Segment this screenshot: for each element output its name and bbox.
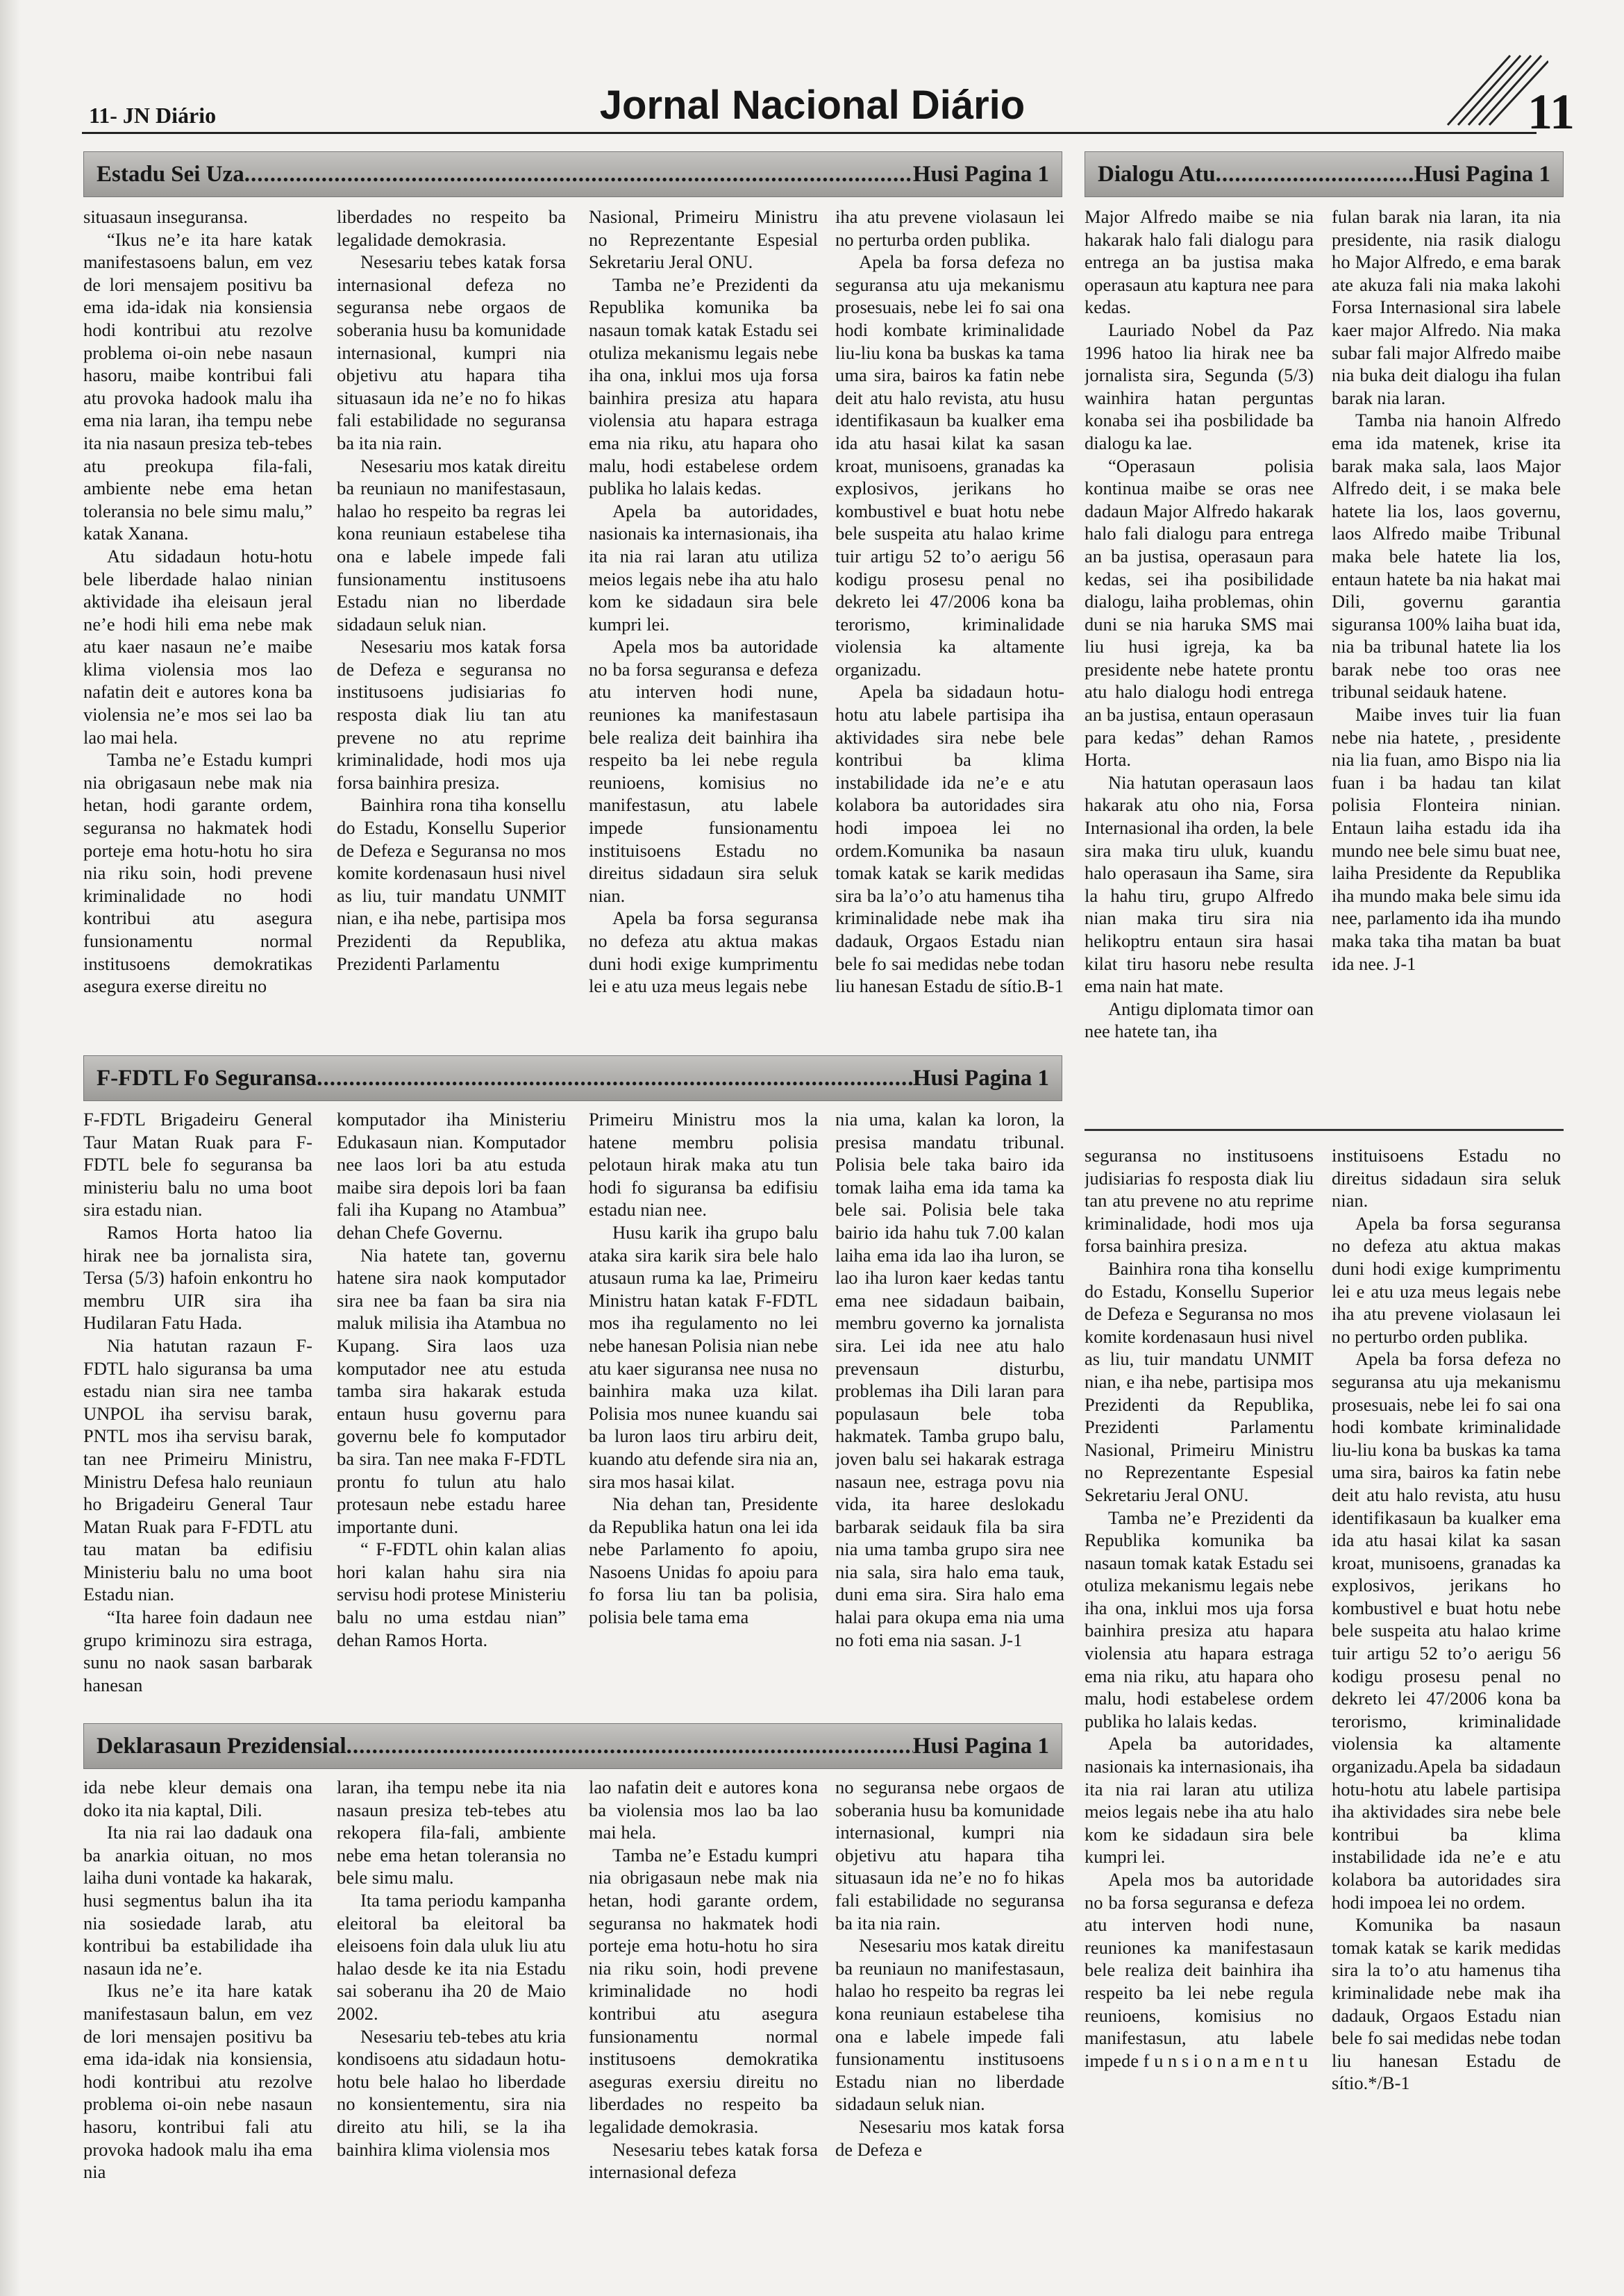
article-column	[589, 1776, 818, 2241]
page-reference: Husi Pagina 1	[912, 1733, 1049, 1759]
paragraph: situasaun inseguransa.	[83, 206, 248, 227]
page-reference: Husi Pagina 1	[912, 1065, 1049, 1091]
paragraph: Nesesariu tebes katak forsa internasional defeza no seguransa nebe orgaos de soberania husu ba komunidade internasional, kumpri nia objetivu atu hapara tiha situasaun ida ne’e no fo hikas fali estabilidade no seguransa ba ita nia rain.	[337, 251, 566, 453]
paragraph: “Operasaun polisia kontinua maibe se oras nee dadaun Major Alfredo hakarak halo fali dialogu para entrega an ba justisa, operasaun para kedas, sei iha posibilidade dialogu, laiha problemas, ohin duni se nia haruka SMS mai liu husi igreja, ka ba presidente nebe hatete prontu atu halo dialogu hodi entrega an ba justisa, entaun operasaun para kedas” dehan Ramos Horta.	[1085, 455, 1314, 771]
paragraph: Atu sidadaun hotu-hotu bele liberdade halao ninian aktividade iha eleisaun jeral ne’e hodi hili ema nebe mak atu kaer nasaun ne’e maibe klima violensia mos lao nafatin deit e autores kona ba violensia ne’e mos sei lao ba lao mai hela.	[83, 545, 312, 748]
column-rule	[1085, 1129, 1564, 1131]
paragraph: Apela mos ba autoridade no ba forsa seguransa e defeza atu interven hodi nune, reuniones ka manifestasaun bele realiza deit bainhira iha respeito ba lei nebe regula reunioens, komisius no manifestasun, atu labele impede f u n s i o n a m e n t u	[1085, 1869, 1314, 2071]
section-bar-ffdtl	[83, 1055, 1062, 1101]
paragraph: Lauriado Nobel da Paz 1996 hatoo lia hirak nee ba jornalista sira, Segunda (5/3) wainhira hatan perguntas konaba sei iha posbilidade ba dialogu ka lae.	[1085, 319, 1314, 453]
paragraph: Ita nia rai lao dadauk ona ba anarkia oituan, no mos laiha duni vontade ka hakarak, husi segmentus balun iha ita nia sosiedade larab, atu kontribui ba estabilidade iha nasaun ida ne’e.	[83, 1822, 312, 1979]
article-column	[83, 1776, 312, 2241]
paragraph: Apela ba autoridades, nasionais ka internasionais, iha ita nia rai laran atu utiliza meios legais nebe iha atu halo kom ke sidadaun sira bele kumpri lei.	[589, 500, 818, 635]
paragraph: Major Alfredo maibe se nia hakarak halo fali dialogu para entrega an ba justisa maka operasaun atu kaptura nee para kedas.	[1085, 206, 1314, 318]
article-column	[83, 1108, 312, 1712]
paragraph: Ita tama periodu kampanha eleitoral ba eleitoral ba eleisoens foin dala uluk liu atu halao desde ke ita nia Estadu sai soberanu iha 20 de Maio 2002.	[337, 1889, 566, 2024]
paragraph: no seguransa nebe orgaos de soberania husu ba komunidade internasional, kumpri nia objetivu atu hapara tiha situasaun ida ne’e no fo hikas fali estabilidade no seguransa ba ita nia rain.	[835, 1777, 1064, 1934]
section-bar-dialogu	[1085, 151, 1564, 197]
page-reference: Husi Pagina 1	[912, 161, 1049, 187]
leader-dots	[244, 162, 913, 187]
paragraph: Nasional, Primeiru Ministru no Reprezentante Espesial Sekretariu Jeral ONU.	[589, 206, 818, 273]
paragraph: “ F-FDTL ohin kalan alias hori kalan hahu sira nia servisu hodi protese Ministeriu balu no uma estdau nian” dehan Ramos Horta.	[337, 1539, 566, 1650]
article-column	[835, 1108, 1064, 1712]
paragraph: Nia hatutan razaun F-FDTL halo siguransa ba uma estadu nian sira nee tamba UNPOL iha servisu barak, PNTL mos iha servisu barak, tan nee Primeiru Ministru, Ministru Defesa halo reuniaun ho Brigadeiru General Taur Matan Ruak para F-FDTL atu tau matan ba edifisiu Ministeriu balu no uma boot Estadu nian.	[83, 1334, 312, 1605]
paragraph: Nesesariu mos katak forsa de Defeza e	[835, 2115, 1064, 2160]
article-column	[337, 1108, 566, 1712]
section-title: Deklarasaun Prezidensial	[97, 1733, 346, 1759]
paragraph: Tamba ne’e Estadu kumpri nia obrigasaun nebe mak nia hetan, hodi garante ordem, seguransa no hakmatek hodi porteje ema hotu-hotu ho sira nia riku soin, hodi prevene kriminalidade no hodi kontribui atu asegura funsionamentu normal institusoens demokratikas asegura exerse direitu no	[83, 749, 312, 997]
paragraph: liberdades no respeito ba legalidade demokrasia.	[337, 206, 566, 250]
paragraph: Apela ba sidadaun hotu-hotu atu labele partisipa iha aktividades sira nebe bele kontribui ba klima instabilidade ida ne’e e atu kolabora ba autoridades sira hodi impoea lei no ordem.Komunika ba nasaun tomak katak se karik medidas sira ba la’o’o atu hamenus tiha kriminalidade nebe mak iha dadauk, Orgaos Estadu nian bele fo sai medidas nebe todan liu hanesan Estadu de sítio.B-1	[835, 681, 1064, 997]
paragraph: iha atu prevene violasaun lei no perturba orden publika.	[835, 206, 1064, 250]
paragraph: Tamba ne’e Estadu kumpri nia obrigasaun nebe mak nia hetan, hodi garante ordem, seguransa no hakmatek hodi porteje ema hotu-hotu ho sira nia riku soin, hodi prevene kriminalidade no hodi kontribui atu asegura funsionamentu normal institusoens demokratika aseguras exersiu direitu no liberdades no respeito ba legalidade demokrasia.	[589, 1844, 818, 2137]
section-bar-deklarasaun	[83, 1723, 1062, 1769]
section-title: Estadu Sei Uza	[97, 161, 244, 187]
section-title: Dialogu Atu	[1098, 161, 1216, 187]
article-column	[589, 206, 818, 1046]
paragraph: fulan barak nia laran, ita nia presidente, nia rasik dialogu ho Major Alfredo, e ema barak ate akuza fali nia maka lakohi Forsa Internasional sira labele kaer major Alfredo. Nia maka subar fali major Alfredo maibe nia buka deit dialogu iha fulan barak nia laran.	[1332, 206, 1561, 408]
paragraph: Nia dehan tan, Presidente da Republika hatun ona lei ida nebe Parlamento fo apoiu, Nasoens Unidas fo apoiu para fo forsa liu tan ba polisia, polisia bele tama ema	[589, 1493, 818, 1628]
paragraph: Maibe inves tuir lia fuan nebe nia hatete, , presidente nia lia fuan, amo Bispo nia lia fuan i ba hadau tan kilat polisia Flonteira ninian. Entaun laiha estadu ida iha mundo nee bele simu buat nee, laiha Presidente da Republika iha mundo maka bele simu ida nee, parlamento ida iha mundo maka taka tiha matan ba buat ida nee. J-1	[1332, 704, 1561, 974]
leader-dots	[346, 1734, 913, 1759]
paragraph: “Ita haree foin dadaun nee grupo kriminozu sira estraga, sunu no naok sasan barbarak hanesan	[83, 1607, 312, 1695]
paragraph: Komunika ba nasaun tomak katak se karik medidas sira la to’o atu hamenus tiha kriminalidade nebe mak iha dadauk, Orgaos Estadu nian bele fo sai medidas nebe todan liu hanesan Estadu de sítio.*/B-1	[1332, 1914, 1561, 2094]
paragraph: Husu karik iha grupo balu ataka sira karik sira bele halo atusaun ruma ka lae, Primeiru Ministru hatan katak F-FDTL mos iha regulamento no lei nebe hanesan Polisia nian nebe atu kaer siguransa nee nusa no bainhira maka uza kilat. Polisia mos nunee kuandu sai ba luron laos tiru arbiru deit, kuando atu defende sira nia an, sira mos hasai kilat.	[589, 1221, 818, 1492]
paragraph: Nesesariu mos katak direitu ba reuniaun no manifestasaun, halao ho respeito ba regras lei kona reuniaun estabelese tiha ona e labele impede fali funsionamentu institusoens Estadu nian no liberdade sidadaun seluk nian.	[835, 1935, 1064, 2115]
paragraph: Bainhira rona tiha konsellu do Estadu, Konsellu Superior de Defeza e Seguransa no mos komite kordenasaun husi nivel as liu, tuir mandatu UNMIT nian, e iha nebe, partisipa mos Prezidenti da Republika, Prezidenti Parlamentu Nasional, Primeiru Ministru no Reprezentante Espesial Sekretariu Jeral ONU.	[1085, 1257, 1314, 1505]
paragraph: Bainhira rona tiha konsellu do Estadu, Konsellu Superior de Defeza e Seguransa no mos komite kordenasaun husi nivel as liu, tuir mandatu UNMIT nian, e iha nebe, partisipa mos Prezidenti da Republika, Prezidenti Parlamentu	[337, 794, 566, 974]
article-column	[1332, 206, 1561, 1122]
paragraph: F-FDTL Brigadeiru General Taur Matan Ruak para F-FDTL bele fo seguransa ba ministeriu balu no uma boot sira estadu nian.	[83, 1109, 312, 1221]
paragraph: Nesesariu teb-tebes atu kria kondisoens atu sidadaun hotu-hotu bele halao ho liberdade no konsientementu, sira nia direito atu hili, se la iha bainhira klima violensia mos	[337, 2025, 566, 2160]
article-column	[835, 1776, 1064, 2241]
article-column	[589, 1108, 818, 1712]
paragraph: komputador iha Ministeriu Edukasaun nian. Komputador nee laos lori ba atu estuda maibe sira depois lori ba faan fali iha Kupang no Atambua” dehan Chefe Governu.	[337, 1109, 566, 1243]
article-column	[337, 206, 566, 1046]
article-column	[835, 206, 1064, 1046]
paragraph: Apela ba forsa seguransa no defeza atu aktua makas duni hodi exige kumprimentu lei e atu uza meus legais nebe	[589, 907, 818, 997]
paragraph: Nia hatete tan, governu hatene sira naok komputador sira nee ba faan ba sira nia maluk milisia iha Atambua no Kupang. Sira laos uza komputador nee atu estuda tamba sira hakarak estuda entaun husu governu para governu bele fo komputador ba sira. Tan nee maka F-FDTL prontu fo tulun atu halo protesaun nebe estadu haree importante duni.	[337, 1244, 566, 1537]
page-binding-shadow	[0, 0, 21, 2296]
section-bar-estadu	[83, 151, 1062, 197]
leader-dots	[317, 1066, 913, 1091]
paragraph: Tamba ne’e Prezidenti da Republika komunika ba nasaun tomak katak Estadu sei otuliza mekanismu legais nebe iha ona, inklui mos uja forsa bainhira presiza atu hapara violensia atu hapara estraga ema nia riku, atu hapara oho malu, hodi estabelese ordem publika ho lalais kedas.	[1085, 1507, 1314, 1732]
paragraph: laran, iha tempu nebe ita nia nasaun presiza teb-tebes atu rekopera fila-fali, ambiente nebe ema hetan toleransia no bele simu malu.	[337, 1777, 566, 1888]
paragraph: Nesesariu tebes katak forsa internasional defeza	[589, 2138, 818, 2183]
article-column	[83, 206, 312, 1046]
paragraph: Apela ba forsa seguransa no defeza atu aktua makas duni hodi exige kumprimentu lei e atu uza meus legais nebe iha atu prevene violasaun lei no perturbo orden publika.	[1332, 1212, 1561, 1347]
paragraph: instituisoens Estadu no direitus sidadaun sira seluk nian.	[1332, 1145, 1561, 1212]
paragraph: Nia hatutan operasaun laos hakarak atu oho nia, Forsa Internasional iha orden, la bele sira maka tiru uluk, kuandu halo operasaun iha Same, sira la hahu tiru, grupo Alfredo nian maka tiru sira nia helikoptru entaun sira hasai kilat tiru hasoru nebe resulta ema nain hat mate.	[1085, 771, 1314, 997]
page-reference: Husi Pagina 1	[1414, 161, 1550, 187]
article-column	[337, 1776, 566, 2241]
header-section-label: 11- JN Diário	[89, 103, 217, 128]
paragraph: Primeiru Ministru mos la hatene membru polisia pelotaun hirak maka atu tun hodi fo siguransa ba edifisiu estadu nian nee.	[589, 1109, 818, 1221]
article-column	[1332, 1144, 1561, 2238]
paragraph: Apela mos ba autoridade no ba forsa seguransa e defeza atu interven hodi nune, reuniones ka manifestasaun bele realiza deit bainhira iha respeito ba lei nebe regula reunioens, komisius no manifestasun, atu labele impede funsionamentu instituisoens Estadu no direitus sidadaun sira seluk nian.	[589, 636, 818, 906]
article-column	[1085, 206, 1314, 1122]
paragraph: seguransa no institusoens judisiarias fo resposta diak liu tan atu prevene no atu reprime kriminalidade, hodi mos uja forsa bainhira presiza.	[1085, 1145, 1314, 1257]
paragraph: Antigu diplomata timor oan nee hatete tan, iha	[1085, 998, 1314, 1042]
paragraph: Apela ba forsa defeza no seguransa atu uja mekanismu prosesuais, nebe lei fo sai ona hodi kombate kriminalidade liu-liu kona ba buskas ka tama uma sira, bairos ka fatin nebe deit atu halo revista, atu husu identifikasaun ba kualker ema ida atu hasai kilat ka sasan kroat, munisoens, granadas ka explosivos, jerikans ho kombustivel e buat hotu nebe bele suspeita atu halao krime tuir artigu 52 to’o aerigu 56 kodigu prosesu penal no dekreto lei 47/2006 kona ba terorismo, kriminalidade violensia ka altamente organizadu.Apela ba sidadaun hotu-hotu atu labele partisipa iha aktividades sira nebe bele kontribui ba klima instabilidade ida ne’e e atu kolabora ba autoridades sira hodi impoea lei no ordem.	[1332, 1348, 1561, 1913]
paragraph: Nesesariu mos katak forsa de Defeza e seguransa no institusoens judisiarias fo resposta diak liu tan atu prevene no atu reprime kriminalidade, hodi mos uja forsa bainhira presiza.	[337, 636, 566, 793]
section-title: F-FDTL Fo Seguransa	[97, 1065, 317, 1091]
paragraph: lao nafatin deit e autores kona ba violensia mos lao ba lao mai hela.	[589, 1777, 818, 1843]
paragraph: nia uma, kalan ka loron, la presisa mandatu tribunal. Polisia bele taka bairo ida tomak laiha ema ida tama ka bele sai. Polisia bele taka bairio ida hahu tuk 7.00 kalan laiha ema ida lao iha luron, se lao iha luron kaer kedas tantu ema nee sidadaun baibain, membru governo ka jornalista sira. Lei ida nee atu halo prevensaun disturbu, problemas iha Dili laran para populasaun bele toba hakmatek. Tamba grupo balu, joven balu sei hakarak estraga nasaun nee, estraga povu nia vida, ita haree deslokadu barbarak seidauk fila ba sira nia uma tamba grupo sira nee nia sala, sira halo ema tauk, duni ema sira. Sira halo ema halai para okupa ema nia uma no foti ema nia sasan. J-1	[835, 1109, 1064, 1650]
paragraph: Nesesariu mos katak direitu ba reuniaun no manifestasaun, halao ho respeito ba regras lei kona reuniaun estabelese tiha ona e labele impede fali funsionamentu institusoens Estadu nian no liberdade sidadaun seluk nian.	[337, 455, 566, 635]
paragraph: Tamba nia hanoin Alfredo ema ida matenek, krise ita barak maka sala, laos Major Alfredo deit, i se maka bele hatete lia los, laos governu, laos Alfredo maibe Tribunal maka bele hatete lia los, entaun hatete ba nia hakat mai Dili, governu garantia siguransa 100% laiha buat ida, nia ba tribunal hatete lia los barak nebe too oras nee tribunal seidauk hatene.	[1332, 410, 1561, 703]
paragraph: Tamba ne’e Prezidenti da Republika komunika ba nasaun tomak katak Estadu sei otuliza mekanismu legais nebe iha ona, inklui mos uja forsa bainhira presiza atu hapara violensia atu hapara estraga ema nia riku, atu hapara oho malu, hodi estabelese ordem publika ho lalais kedas.	[589, 274, 818, 499]
newspaper-masthead: Jornal Nacional Diário	[599, 83, 1026, 128]
article-column	[1085, 1144, 1314, 2238]
page-number: 11	[1527, 84, 1575, 140]
paragraph: Ramos Horta hatoo lia hirak nee ba jornalista sira, Tersa (5/3) hafoin enkontru ho membru UIR sira iha Hudilaran Fatu Hada.	[83, 1221, 312, 1334]
paragraph: ida nebe kleur demais ona doko ita nia kaptal, Dili.	[83, 1777, 312, 1820]
paragraph: Apela ba forsa defeza no seguransa atu uja mekanismu prosesuais, nebe lei fo sai ona hodi kombate kriminalidade liu-liu kona ba buskas ka tama uma sira, bairos ka fatin nebe deit atu halo revista, atu husu identifikasaun ba kualker ema ida atu hasai kilat ka sasan kroat, munisoens, granadas ka explosivos, jerikans ho kombustivel e buat hotu nebe bele suspeita atu halao krime tuir artigu 52 to’o aerigu 56 kodigu prosesu penal no dekreto lei 47/2006 kona ba terorismo, kriminalidade violensia ka altamente organizadu.	[835, 251, 1064, 680]
paragraph: Ikus ne’e ita hare katak manifestasaun balun, em vez de lori mensajen positivu ba ema ida-idak nia konsiensia, hodi kontribui atu rezolve problema oi-oin nebe nasaun hasoru, kontribui fali atu provoka hadook malu iha ema nia	[83, 1980, 312, 2183]
paragraph: “Ikus ne’e ita hare katak manifestasoens balun, em vez de lori mensajem positivu ba ema ida-idak nia konsiensia hodi kontribui atu rezolve problema oi-oin nebe nasaun hasoru, maibe kontribui fali atu provoka hadook malu iha ema nia laran, iha tempu nebe ita nia nasaun presiza teb-tebes atu preokupa fila-fali, ambiente nebe ema hetan toleransia no bele simu malu,” katak Xanana.	[83, 228, 312, 544]
header-rule	[82, 132, 1537, 134]
leader-dots	[1216, 162, 1414, 187]
paragraph: Apela ba autoridades, nasionais ka internasionais, iha ita nia rai laran atu utiliza meios legais nebe iha atu halo kom ke sidadaun sira bele kumpri lei.	[1085, 1733, 1314, 1868]
